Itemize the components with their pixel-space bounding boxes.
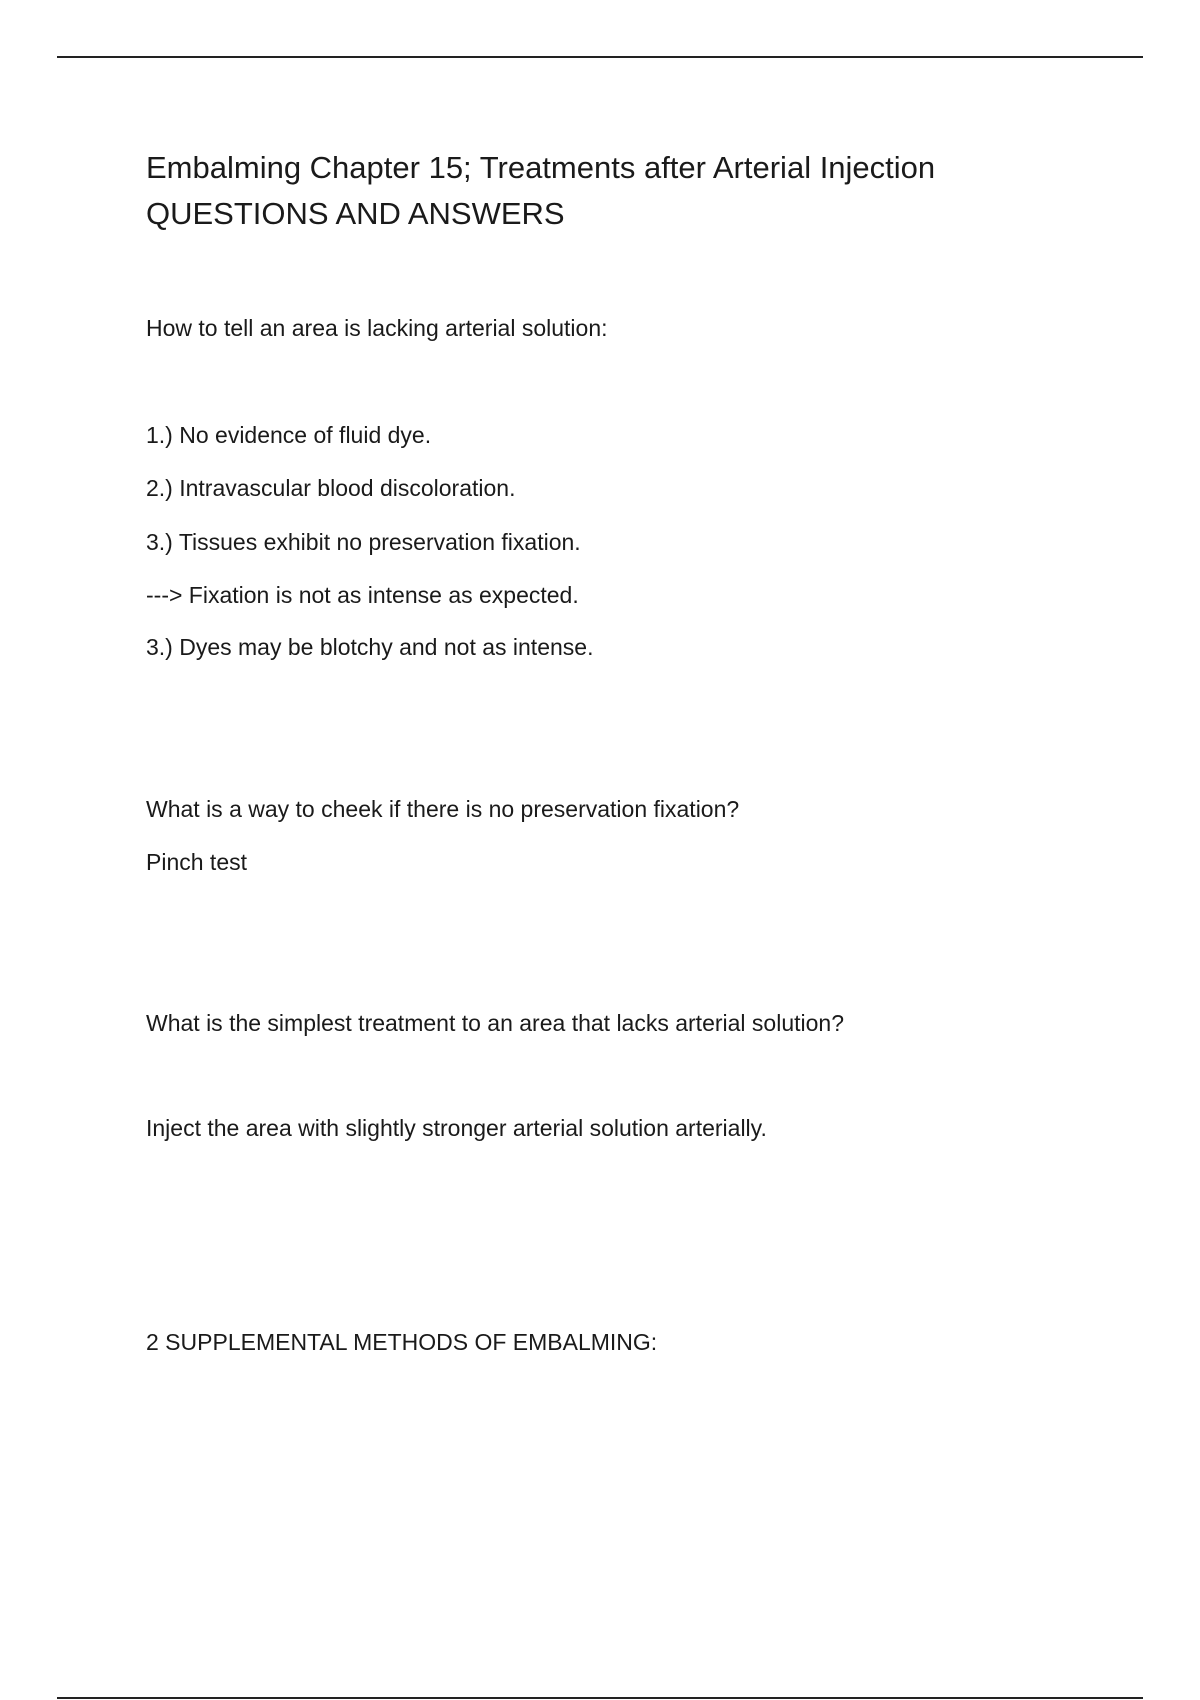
answer-1-item-1: 1.) No evidence of fluid dye. <box>146 422 432 448</box>
answer-1-item-5: 3.) Dyes may be blotchy and not as intense. <box>146 634 594 660</box>
title-line-1: Embalming Chapter 15; Treatments after Arterial Injection <box>146 150 936 185</box>
answer-1-item-4: ---> Fixation is not as intense as expected. <box>146 582 579 608</box>
question-1: How to tell an area is lacking arterial solution: <box>146 315 608 341</box>
answer-1-item-2: 2.) Intravascular blood discoloration. <box>146 475 516 501</box>
question-2: What is a way to cheek if there is no preservation fixation? <box>146 796 740 822</box>
answer-2: Pinch test <box>146 849 247 875</box>
question-3: What is the simplest treatment to an area that lacks arterial solution? <box>146 1010 844 1036</box>
top-rule <box>57 56 1143 58</box>
bottom-rule <box>57 1697 1143 1699</box>
answer-3: Inject the area with slightly stronger arterial solution arterially. <box>146 1115 767 1141</box>
question-4: 2 SUPPLEMENTAL METHODS OF EMBALMING: <box>146 1329 658 1355</box>
answer-1-item-3: 3.) Tissues exhibit no preservation fixation. <box>146 529 581 555</box>
title-line-2: QUESTIONS AND ANSWERS <box>146 196 565 231</box>
document-title <box>146 145 1106 237</box>
